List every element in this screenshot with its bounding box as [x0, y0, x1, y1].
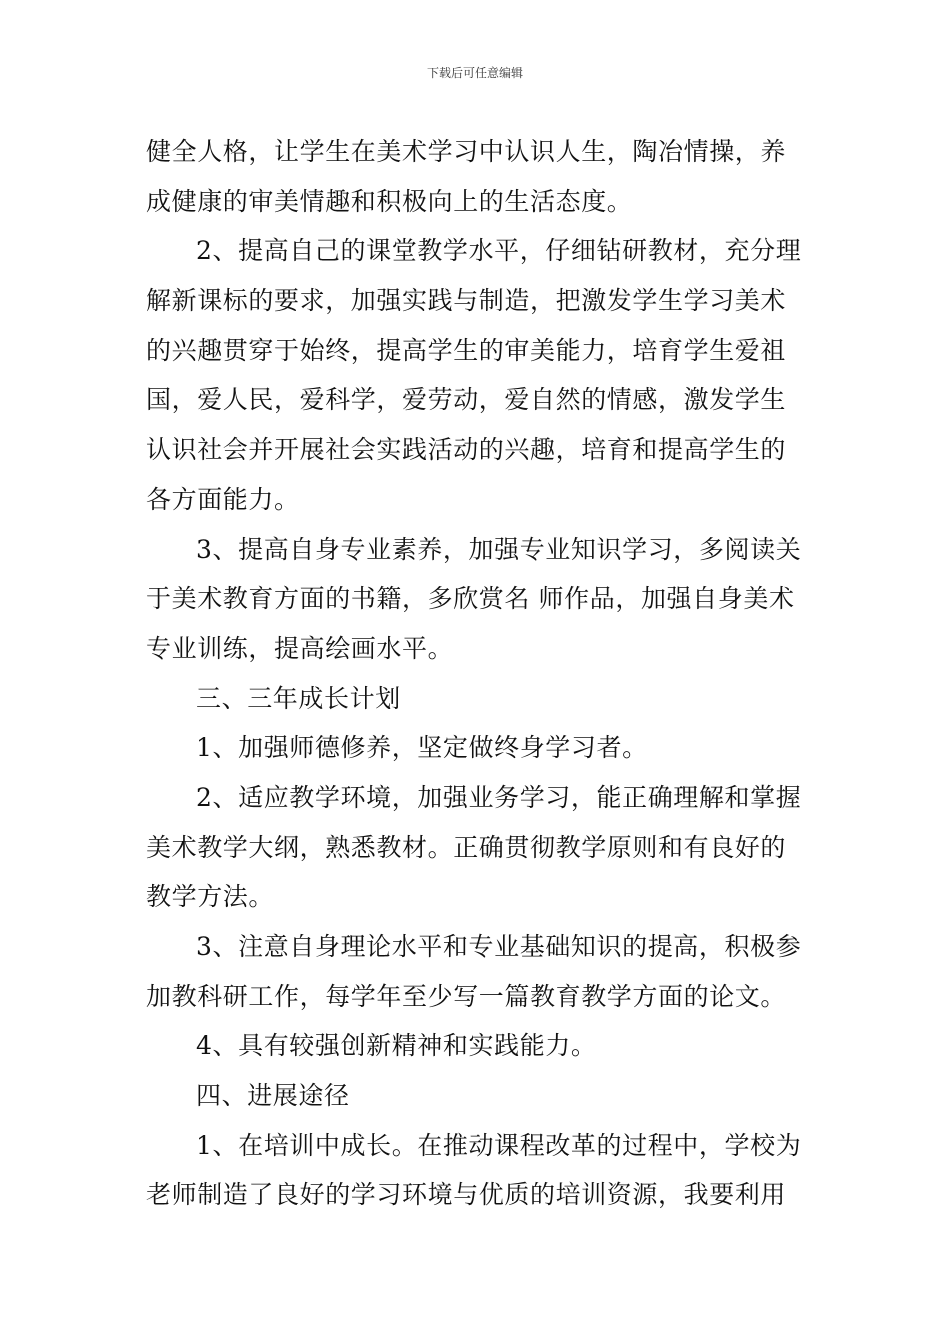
text-line: 专业训练，提高绘画水平。 — [146, 633, 454, 663]
text-line: 认识社会并开展社会实践活动的兴趣，培育和提高学生的 — [146, 435, 787, 465]
text-line: 美术教学大纲，熟悉教材。正确贯彻教学原则和有良好的 — [146, 832, 787, 862]
text-line: 成健康的审美情趣和积极向上的生活态度。 — [146, 186, 633, 216]
text-line: 于美术教育方面的书籍，多欣赏名 师作品，加强自身美术 — [146, 584, 795, 614]
text-line: 的兴趣贯穿于始终，提高学生的审美能力，培育学生爱祖 — [146, 335, 787, 365]
page-header: 下载后可任意编辑 — [426, 66, 523, 80]
text-line: 1、在培训中成长。在推动课程改革的过程中，学校为 — [196, 1130, 802, 1160]
text-line: 老师制造了良好的学习环境与优质的培训资源，我要利用 — [146, 1180, 787, 1210]
text-line: 各方面能力。 — [146, 484, 300, 514]
text-line: 1、加强师德修养，坚定做终身学习者。 — [196, 733, 648, 763]
text-line: 国，爱人民，爱科学，爱劳动，爱自然的情感，激发学生 — [146, 385, 787, 415]
text-line: 4、具有较强创新精神和实践能力。 — [196, 1031, 597, 1061]
text-line: 教学方法。 — [146, 882, 275, 912]
document-body — [146, 127, 808, 1220]
text-line: 三、三年成长计划 — [196, 683, 401, 713]
text-line: 四、进展途径 — [196, 1081, 350, 1111]
text-line: 3、注意自身理论水平和专业基础知识的提高，积极参 — [196, 932, 802, 961]
text-line: 2、适应教学环境，加强业务学习，能正确理解和掌握 — [196, 782, 802, 812]
text-line: 健全人格，让学生在美术学习中认识人生，陶冶情操，养 — [146, 137, 787, 166]
text-line: 加教科研工作，每学年至少写一篇教育教学方面的论文。 — [146, 981, 787, 1011]
text-line: 3、提高自身专业素养，加强专业知识学习，多阅读关 — [196, 534, 802, 564]
text-line: 2、提高自己的课堂教学水平，仔细钻研教材，充分理 — [196, 236, 802, 266]
text-line: 解新课标的要求，加强实践与制造，把激发学生学习美术 — [146, 286, 787, 316]
